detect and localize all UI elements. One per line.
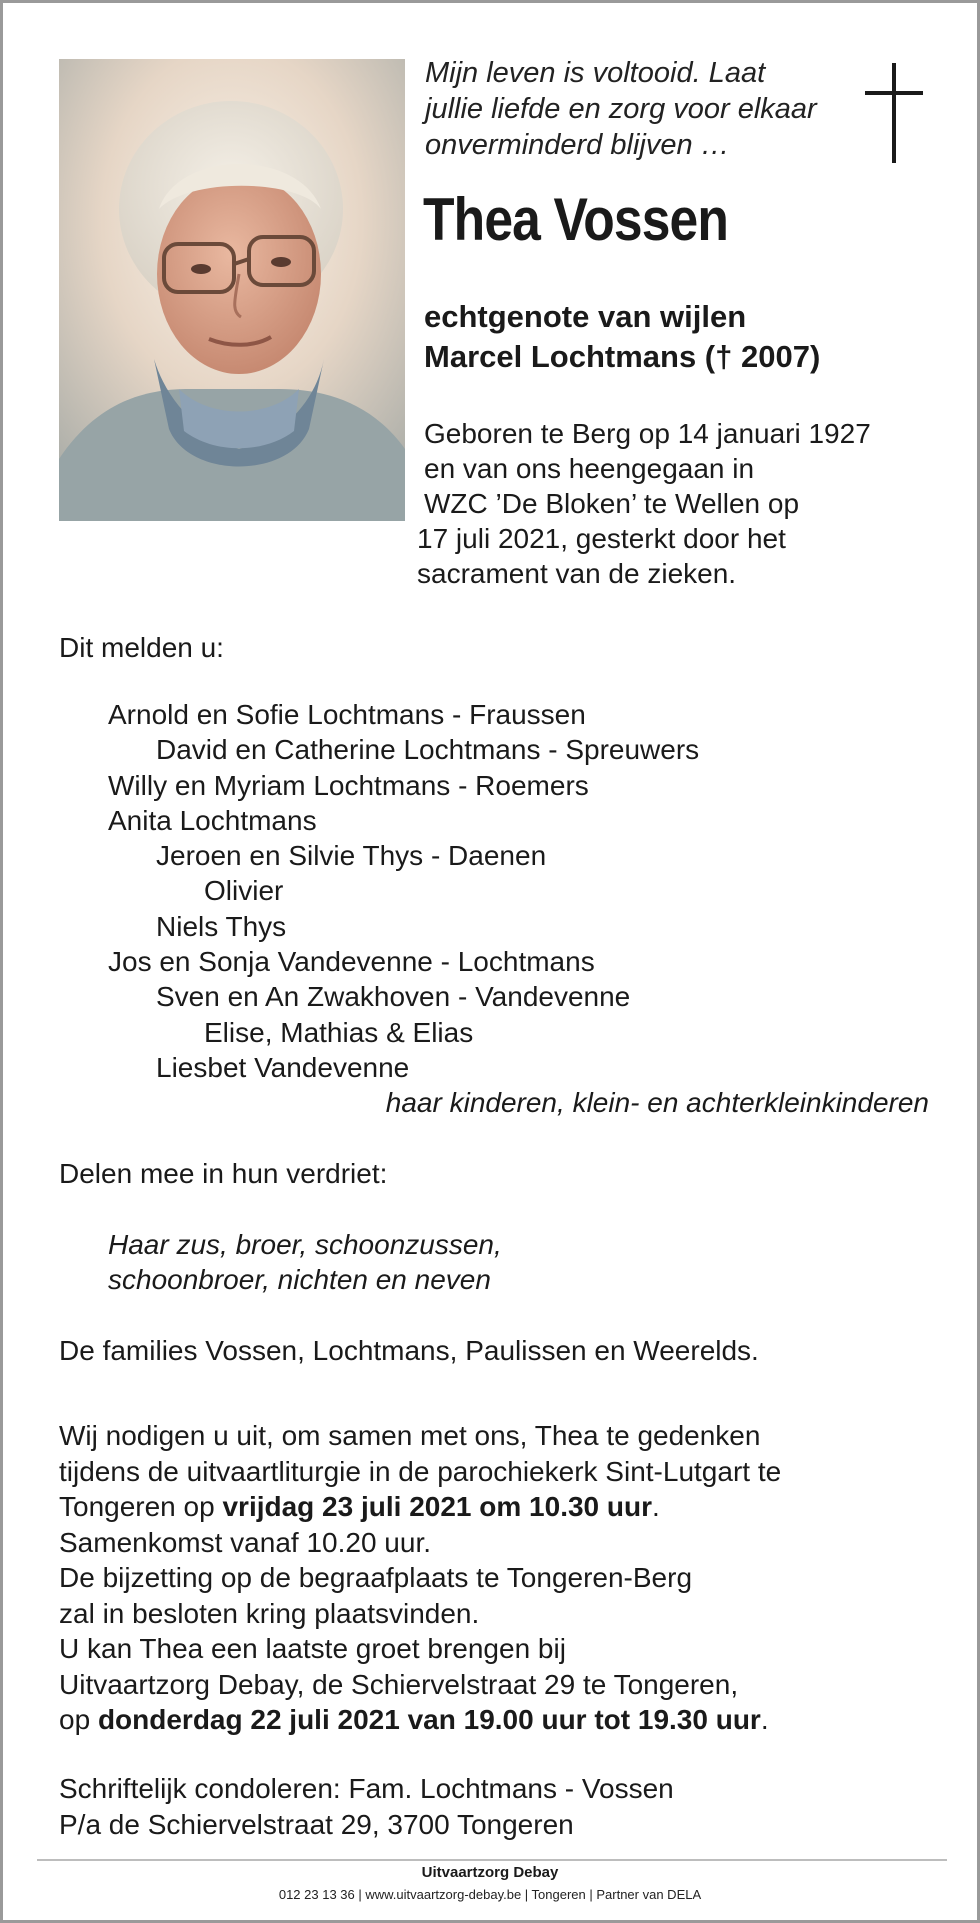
invitation-line: Samenkomst vanaf 10.20 uur. <box>59 1526 431 1558</box>
invitation-line: Wij nodigen u uit, om samen met ons, Thea te gedenken <box>59 1420 761 1451</box>
family-member: Arnold en Sofie Lochtmans - Fraussen <box>108 699 586 730</box>
invitation-text: Tongeren op <box>59 1491 223 1522</box>
invitation-line: U kan Thea een laatste groet brengen bij <box>59 1633 566 1664</box>
birth-line: en van ons heengegaan in <box>424 453 755 484</box>
family-member: Jeroen en Silvie Thys - Daenen <box>156 840 547 872</box>
birth-line: Geboren te Berg op 14 januari 1927 <box>424 418 871 449</box>
invitation-line: zal in besloten kring plaatsvinden. <box>59 1597 480 1629</box>
invitation-text: . <box>760 1704 769 1735</box>
condolences-line: P/a de Schiervelstraat 29, 3700 Tongeren <box>59 1808 574 1840</box>
family-member: Elise, Mathias & Elias <box>204 1016 474 1048</box>
quote-line: onverminderd blijven … <box>425 129 730 161</box>
family-member: Olivier <box>204 875 284 907</box>
family-relation: haar kinderen, klein- en achterkleinkinderen <box>385 1087 929 1119</box>
footer-divider <box>37 1859 947 1861</box>
invitation-line: De bijzetting op de begraafplaats te Tongeren-Berg <box>59 1562 693 1593</box>
share-grief-text: Delen mee in hun verdriet: <box>59 1158 388 1189</box>
families-text: De families Vossen, Lochtmans, Paulissen en Weerelds. <box>59 1335 759 1366</box>
invitation-line <box>59 1702 781 1738</box>
condolences-block <box>59 1771 674 1842</box>
birth-line: 17 juli 2021, gesterkt door het <box>417 523 786 554</box>
family-member: Willy en Myriam Lochtmans - Roemers <box>108 769 589 801</box>
portrait-photo <box>59 59 405 521</box>
deceased-name: Thea Vossen <box>423 186 729 253</box>
quote-line: jullie liefde en zorg voor elkaar <box>425 93 817 125</box>
condolences-line: Schriftelijk condoleren: Fam. Lochtmans - Vossen <box>59 1773 674 1804</box>
family-member: Sven en An Zwakhoven - Vandevenne <box>156 981 631 1013</box>
invitation-line: Uitvaartzorg Debay, de Schiervelstraat 29 te Tongeren, <box>59 1668 739 1700</box>
footer-contact-info: 012 23 13 36 | www.uitvaartzorg-debay.be | Tongeren | Partner van DELA <box>278 1887 702 1902</box>
family-list <box>59 697 929 1121</box>
announce-text: Dit melden u: <box>59 632 224 663</box>
invitation-line: tijdens de uitvaartliturgie in de parochiekerk Sint-Lutgart te <box>59 1455 782 1487</box>
spouse-info <box>424 297 820 377</box>
spouse-line: echtgenote van wijlen <box>424 299 747 334</box>
family-member: Niels Thys <box>156 910 287 942</box>
funeral-date: vrijdag 23 juli 2021 om 10.30 uur <box>222 1491 652 1522</box>
quote-line: Mijn leven is voltooid. Laat <box>425 57 766 89</box>
memorial-quote <box>425 55 865 163</box>
birth-death-info <box>417 416 871 591</box>
family-member: Liesbet Vandevenne <box>156 1051 410 1083</box>
visitation-date: donderdag 22 juli 2021 van 19.00 uur tot 19.30 uur <box>97 1704 761 1735</box>
siblings-line: schoonbroer, nichten en neven <box>108 1264 491 1295</box>
family-member: David en Catherine Lochtmans - Spreuwers <box>156 734 700 766</box>
invitation-text: . <box>652 1491 660 1522</box>
spouse-line: Marcel Lochtmans († 2007) <box>424 339 821 374</box>
siblings-line: Haar zus, broer, schoonzussen, <box>108 1229 502 1260</box>
family-member: Anita Lochtmans <box>108 804 317 836</box>
portrait-illustration <box>59 59 405 521</box>
birth-line: sacrament van de zieken. <box>417 558 737 589</box>
invitation-text: op <box>59 1704 98 1735</box>
family-member: Jos en Sonja Vandevenne - Lochtmans <box>108 946 595 978</box>
birth-line: WZC ’De Bloken’ te Wellen op <box>424 488 800 519</box>
invitation-line <box>59 1489 781 1525</box>
invitation-block <box>59 1418 781 1738</box>
footer-title: Uitvaartzorg Debay <box>421 1864 559 1881</box>
cross-icon <box>863 63 925 163</box>
